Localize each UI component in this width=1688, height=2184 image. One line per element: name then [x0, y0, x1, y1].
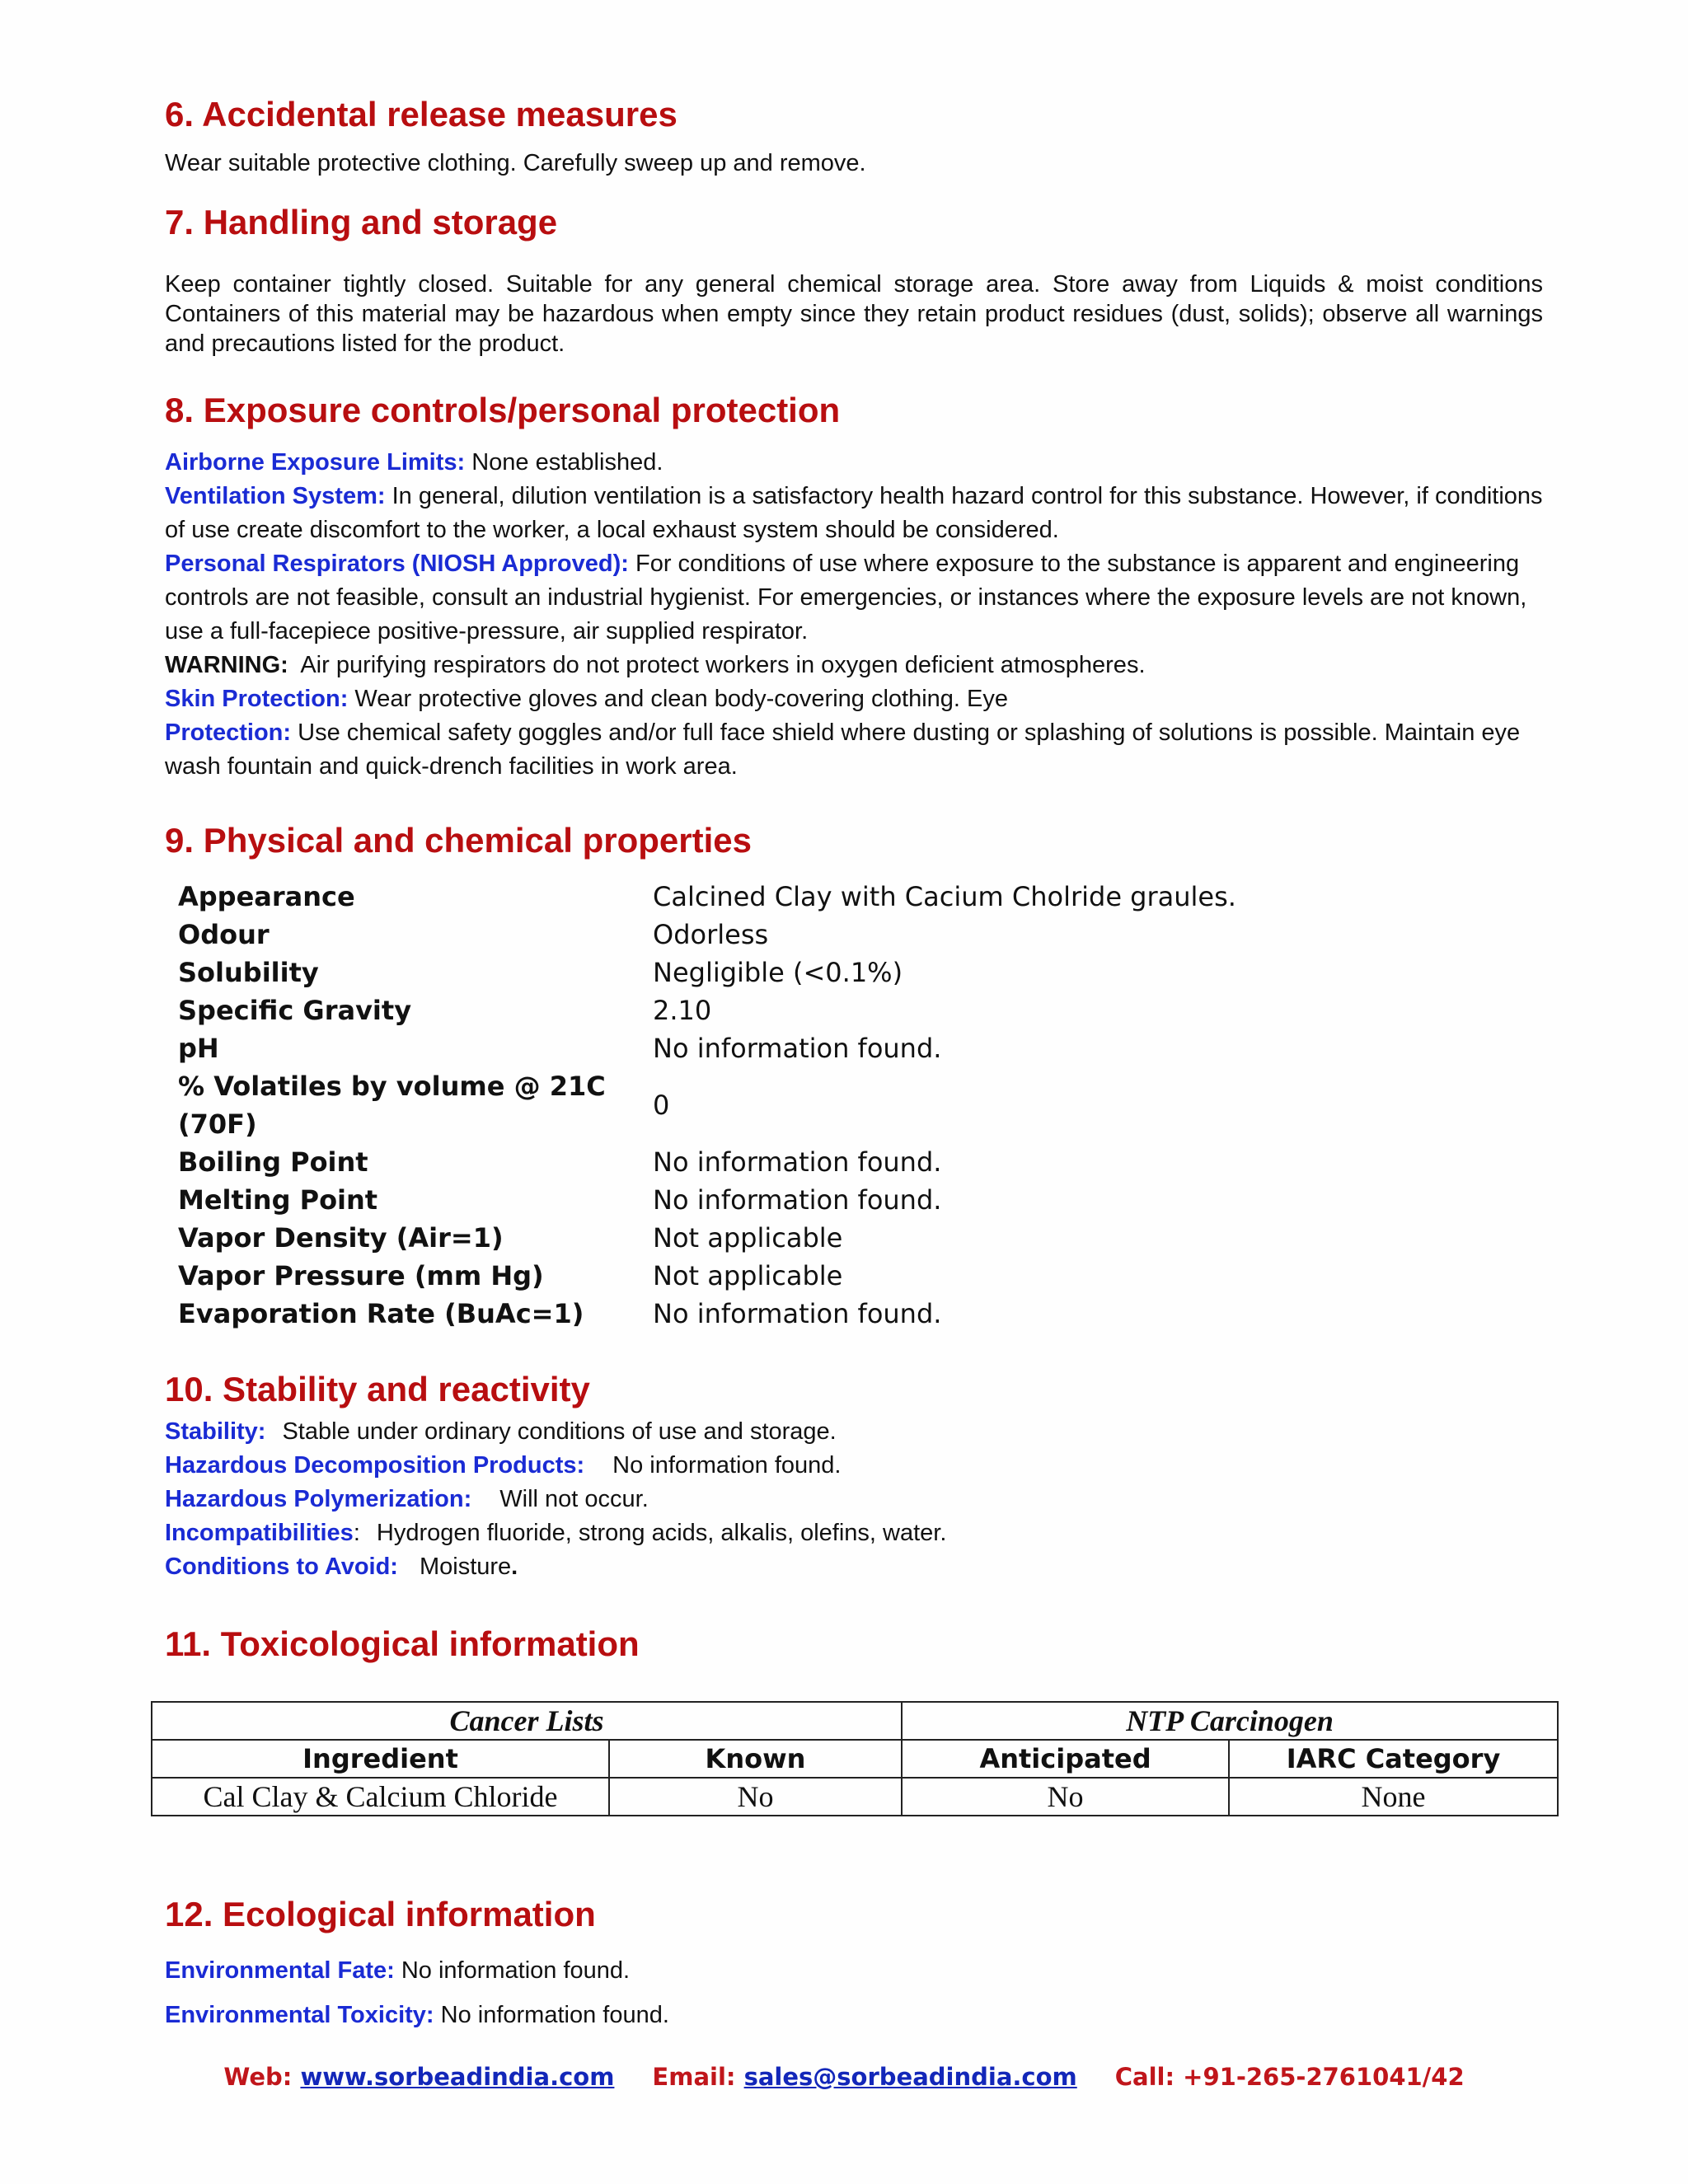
warning-text: Air purifying respirators do not protect workers in oxygen deficient atmospheres.: [288, 652, 1146, 678]
footer-call-text: Call: +91-265-2761041/42: [1114, 2063, 1465, 2091]
environmental-toxicity-line: [165, 1993, 1543, 2037]
airborne-exposure-text: None established.: [465, 449, 663, 476]
table-row: [152, 1702, 1558, 1740]
ventilation-line: [165, 480, 1543, 547]
properties-table: [178, 878, 1236, 1333]
footer-web-label: Web:: [223, 2063, 301, 2091]
conditions-avoid-label: Conditions to Avoid:: [165, 1554, 398, 1580]
property-value: 2.10: [653, 995, 712, 1026]
property-key: Vapor Pressure (mm Hg): [178, 1260, 544, 1291]
section-9-heading: 9. Physical and chemical properties: [165, 821, 752, 860]
toxicology-table: [151, 1701, 1559, 1816]
property-key: Melting Point: [178, 1184, 378, 1216]
section-11-heading: 11. Toxicological information: [165, 1624, 640, 1663]
environmental-toxicity-label: Environmental Toxicity:: [165, 2002, 434, 2028]
environmental-fate-text: No information found.: [394, 1957, 631, 1984]
conditions-avoid-text: Moisture: [419, 1554, 512, 1580]
section-12-body: [165, 1948, 1543, 2037]
ventilation-text: In general, dilution ventilation is a satisfactory health hazard control for this substance. However, if conditions of use create discomfort to the worker, a local exhaust system should be considered.: [165, 483, 1543, 543]
incompatibilities-line: [165, 1516, 1543, 1550]
property-key: Evaporation Rate (BuAc=1): [178, 1298, 584, 1329]
incompatibilities-colon: :: [353, 1520, 360, 1546]
property-key: % Volatiles by volume @ 21C (70F): [178, 1071, 606, 1140]
skin-protection-text: Wear protective gloves and clean body-covering clothing. Eye: [348, 686, 1008, 712]
skin-protection-label: Skin Protection:: [165, 686, 349, 712]
property-value: Negligible (<0.1%): [653, 957, 903, 988]
property-key: Odour: [178, 919, 270, 950]
property-key: Solubility: [178, 957, 319, 988]
property-value: Calcined Clay with Cacium Cholride graules.: [653, 881, 1236, 912]
table-row: [152, 1740, 1558, 1778]
table-row: [178, 1067, 1236, 1143]
environmental-toxicity-text: No information found.: [434, 2002, 669, 2028]
footer-web-link[interactable]: www.sorbeadindia.com: [300, 2063, 615, 2091]
environmental-fate-label: Environmental Fate:: [165, 1957, 395, 1984]
incompatibilities-text: Hydrogen fluoride, strong acids, alkalis, olefins, water.: [376, 1520, 947, 1546]
column-header-known: Known: [609, 1740, 902, 1778]
known-cell: No: [609, 1778, 902, 1816]
table-row: [178, 916, 1236, 954]
section-8-body: [165, 446, 1543, 784]
property-value: No information found.: [653, 1298, 942, 1329]
anticipated-cell: No: [902, 1778, 1229, 1816]
polymerization-line: [165, 1483, 1543, 1516]
property-value: No information found.: [653, 1184, 942, 1216]
ntp-carcinogen-header: NTP Carcinogen: [902, 1702, 1558, 1740]
table-row: [178, 878, 1236, 916]
incompatibilities-label: Incompatibilities: [165, 1520, 354, 1546]
section-10-heading: 10. Stability and reactivity: [165, 1370, 590, 1408]
table-row: [178, 1257, 1236, 1295]
stability-line: [165, 1415, 1543, 1449]
ventilation-label: Ventilation System:: [165, 483, 386, 509]
polymerization-label: Hazardous Polymerization:: [165, 1486, 472, 1512]
environmental-fate-line: [165, 1948, 1543, 1993]
page-footer: [0, 2063, 1688, 2091]
polymerization-text: Will not occur.: [499, 1486, 649, 1512]
airborne-exposure-label: Airborne Exposure Limits:: [165, 449, 466, 476]
decomposition-text: No information found.: [612, 1452, 842, 1479]
warning-label: WARNING:: [165, 652, 288, 678]
table-row: [178, 1143, 1236, 1181]
property-value: No information found.: [653, 1146, 942, 1178]
eye-protection-label: Protection:: [165, 719, 292, 746]
stability-text: Stable under ordinary conditions of use and storage.: [282, 1418, 837, 1445]
warning-line: [165, 649, 1543, 682]
property-key: Appearance: [178, 881, 355, 912]
decomposition-line: [165, 1449, 1543, 1483]
property-value: Odorless: [653, 919, 769, 950]
table-row: [178, 1181, 1236, 1219]
conditions-avoid-period: .: [511, 1554, 518, 1580]
eye-protection-text: Use chemical safety goggles and/or full face shield where dusting or splashing of solutions is possible. Maintain eye wash fountain and quick-drench facilities in work area.: [165, 719, 1521, 780]
section-6-heading: 6. Accidental release measures: [165, 95, 678, 134]
section-12-heading: 12. Ecological information: [165, 1895, 596, 1933]
table-row: [152, 1778, 1558, 1816]
eye-protection-line: [165, 716, 1543, 784]
section-7-body: Keep container tightly closed. Suitable for any general chemical storage area. Store away from Liquids & moist conditions Containers of this material may be hazardous when empty since they retain product residues (dust, solids); observe all warnings and precautions listed for the product.: [165, 271, 1543, 357]
section-7-heading: 7. Handling and storage: [165, 203, 558, 241]
sds-page: [165, 91, 1543, 2037]
table-row: [178, 991, 1236, 1029]
conditions-avoid-line: [165, 1550, 1543, 1584]
property-key: pH: [178, 1033, 219, 1064]
section-10-body: [165, 1415, 1543, 1584]
respirators-label: Personal Respirators (NIOSH Approved):: [165, 551, 629, 577]
table-row: [178, 1295, 1236, 1333]
iarc-cell: None: [1229, 1778, 1558, 1816]
property-key: Vapor Density (Air=1): [178, 1222, 504, 1254]
table-row: [178, 1029, 1236, 1067]
property-value: Not applicable: [653, 1222, 843, 1254]
ingredient-cell: Cal Clay & Calcium Chloride: [152, 1778, 609, 1816]
table-row: [178, 954, 1236, 991]
respirators-text: For conditions of use where exposure to the substance is apparent and engineering controls are not feasible, consult an industrial hygienist. For emergencies, or instances where the exposure levels are not known, use a full-facepiece positive-pressure, air supplied respirator.: [165, 551, 1527, 644]
property-key: Boiling Point: [178, 1146, 368, 1178]
footer-email-link[interactable]: sales@sorbeadindia.com: [743, 2063, 1077, 2091]
column-header-anticipated: Anticipated: [902, 1740, 1229, 1778]
respirators-line: [165, 547, 1543, 649]
table-row: [178, 1219, 1236, 1257]
property-value: No information found.: [653, 1033, 942, 1064]
column-header-iarc: IARC Category: [1229, 1740, 1558, 1778]
skin-protection-line: [165, 682, 1543, 716]
section-8-heading: 8. Exposure controls/personal protection: [165, 391, 841, 429]
footer-email-label: Email:: [652, 2063, 744, 2091]
airborne-exposure-line: [165, 446, 1543, 480]
property-key: Specific Gravity: [178, 995, 412, 1026]
section-6-body: Wear suitable protective clothing. Carefully sweep up and remove.: [165, 150, 866, 176]
decomposition-label: Hazardous Decomposition Products:: [165, 1452, 585, 1479]
stability-label: Stability:: [165, 1418, 266, 1445]
property-value: 0: [653, 1090, 670, 1121]
property-value: Not applicable: [653, 1260, 843, 1291]
column-header-ingredient: Ingredient: [152, 1740, 609, 1778]
cancer-lists-header: Cancer Lists: [152, 1702, 902, 1740]
